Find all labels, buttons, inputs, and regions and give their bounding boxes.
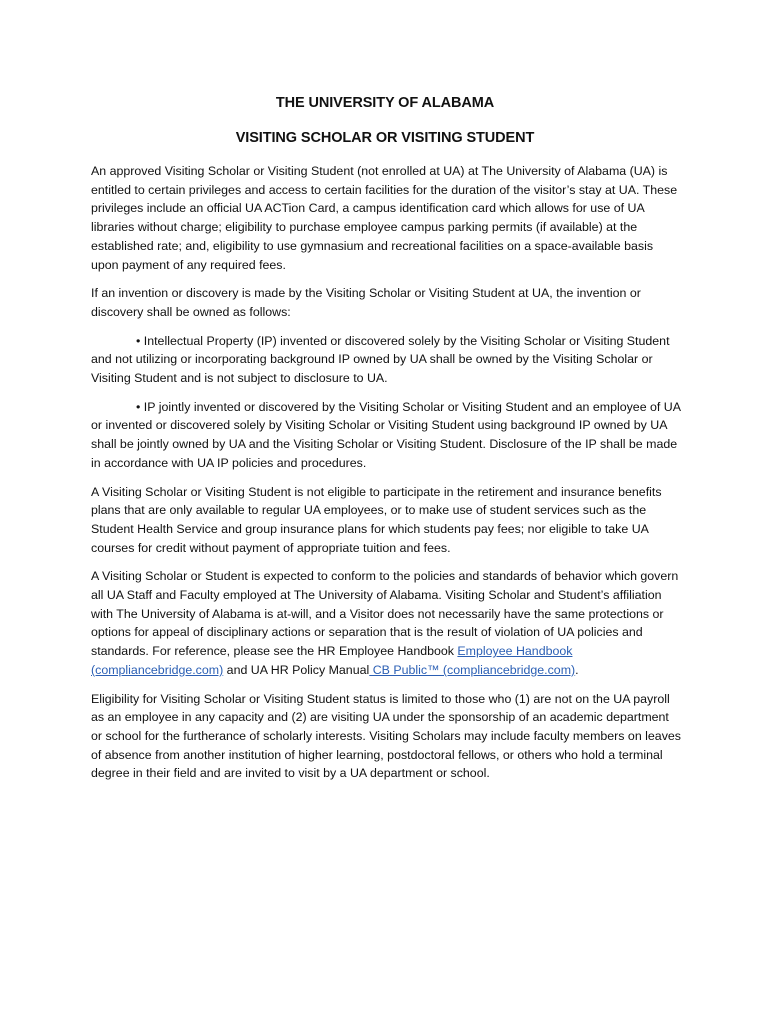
document-subtitle: VISITING SCHOLAR OR VISITING STUDENT — [235, 130, 535, 146]
conduct-text: A Visiting Scholar or Student is expected to conform to the policies and standards of behavior which govern all UA Staff and Faculty employed at The University of Alabama. Visiting Scholar and Student’s affiliation with The University of Alabama is at-will, and a Visitor does not necessarily have the same protections or options for appeal of disciplinary actions or separation that is the result of violation of UA policies and standards. For reference, please see the HR Employee Handbook — [91, 569, 679, 659]
bullet-joint-ip: • IP jointly invented or discovered by the Visiting Scholar or Visiting Student and an employee of UA or invented or discovered solely by Visiting Scholar or Visiting Student using background IP owned by UA shall be jointly owned by UA and the Visiting Scholar or Visiting Student. Disclosure of the IP shall be made in accordance with UA IP policies and procedures. — [91, 399, 681, 470]
paragraph-privileges: An approved Visiting Scholar or Visiting Student (not enrolled at UA) at The University of Alabama (UA) is entitled to certain privileges and access to certain facilities for the duration of the visitor’s stay at UA. These privileges include an official UA ACTion Card, a campus identification card which allows for use of UA libraries without charge; eligibility to purchase employee campus parking permits (if available) at the established rate; and, eligibility to use gymnasium and recreational facilities on a space-available basis upon payment of any required fees. — [91, 164, 678, 272]
document-body — [91, 162, 683, 793]
paragraph-status-eligibility: Eligibility for Visiting Scholar or Visiting Student status is limited to those who (1) are not on the UA payroll as an employee in any capacity and (2) are visiting UA under the sponsorship of an academic department or school for the furtherance of scholarly interests. Visiting Scholars may include faculty members on leaves of absence from another institution of higher learning, postdoctoral fellows, or others who hold a terminal degree in their field and are invited to visit by a UA department or school. — [91, 691, 681, 781]
paragraph-invention: If an invention or discovery is made by the Visiting Scholar or Visiting Student at UA, the invention or discovery shall be owned as follows: — [91, 286, 641, 319]
document-title: THE UNIVERSITY OF ALABAMA — [275, 95, 495, 111]
conduct-end-text: . — [575, 662, 579, 677]
employee-handbook-link[interactable]: Employee Handbook (compliancebridge.com) — [91, 644, 573, 677]
cb-public-link[interactable]: CB Public™ (compliancebridge.com) — [369, 662, 576, 677]
conduct-mid-text: and UA HR Policy Manual — [223, 662, 370, 677]
paragraph-conduct — [91, 567, 683, 679]
paragraph-eligibility-benefits: A Visiting Scholar or Visiting Student is not eligible to participate in the retirement and insurance benefits plans that are only available to regular UA employees, or to make use of student services such as the Student Health Service and group insurance plans for which students pay fees; nor eligible to take UA courses for credit without payment of appropriate tuition and fees. — [91, 484, 662, 555]
bullet-sole-ip: • Intellectual Property (IP) invented or discovered solely by the Visiting Scholar or Visiting Student and not utilizing or incorporating background IP owned by UA shall be owned by the Visiting Scholar or Visiting Student and is not subject to disclosure to UA. — [91, 333, 670, 386]
